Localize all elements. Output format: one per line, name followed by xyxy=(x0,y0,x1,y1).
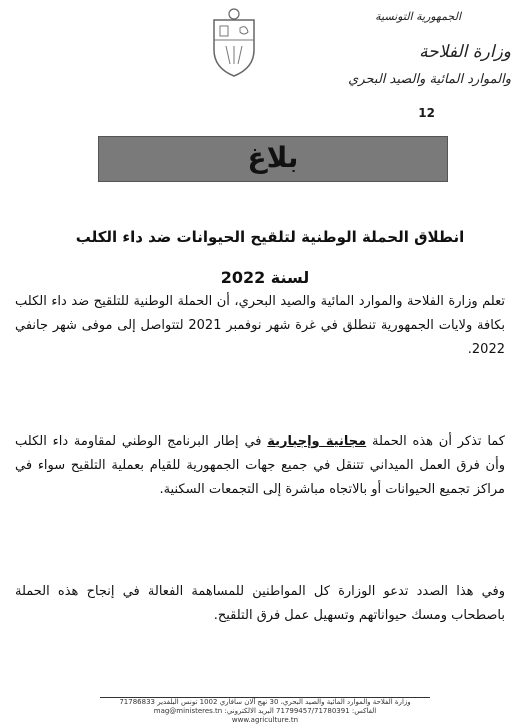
paragraph-2-emphasis: مجانية وإجبارية xyxy=(267,434,367,449)
paragraph-2-prefix: كما تذكر أن هذه الحملة xyxy=(371,434,505,449)
document-title-year: لسنة 2022 xyxy=(220,268,310,287)
banner-label: بلاغ xyxy=(247,141,299,174)
body-paragraph-2 xyxy=(15,430,505,502)
footer-website: www.agriculture.tn xyxy=(231,716,299,724)
communique-banner xyxy=(98,136,448,182)
paragraph-2-rest: في إطار البرنامج الوطني لمقاومة داء الكلب وأن فرق العمل الميداني تتنقل في جميع جهات الجمهورية للقيام بعملية التلقيح سواء في مراكز تجميع الحيوانات أو بالاتجاه مباشرة إلى التجمعات السكنية. xyxy=(15,434,505,497)
ministry-name: وزارة الفلاحة xyxy=(419,42,511,62)
footer-contact xyxy=(100,697,430,725)
body-paragraph-3: وفي هذا الصدد تدعو الوزارة كل المواطنين للمساهمة الفعالة في إنجاح هذه الحملة باصطحاب ومسك حيواناتهم وتسهيل عمل فرق التلقيح. xyxy=(15,584,505,623)
republic-name: الجمهورية التونسية xyxy=(375,10,461,23)
footer-fax-email: الفاكس: 71799457/71780391 البريد الالكتروني: mag@ministeres.tn xyxy=(153,707,377,715)
footer-address: وزارة الفلاحة والموارد المائية والصيد البحري، 30 نهج آلان سافاري 1002 تونس البلفدير 71786833 xyxy=(119,698,411,706)
ministry-department: والموارد المائية والصيد البحري xyxy=(348,72,511,87)
reference-number: 12 xyxy=(418,106,435,120)
tunisia-coat-of-arms-icon xyxy=(206,6,262,82)
body-paragraph-1: تعلم وزارة الفلاحة والموارد المائية والصيد البحري، أن الحملة الوطنية للتلقيح ضد داء الكلب بكافة ولايات الجمهورية تنطلق في غرة شهر نوفمبر 2021 لتتواصل إلى موفى شهر جانفي 2022. xyxy=(15,294,505,357)
document-title: انطلاق الحملة الوطنية لتلقيح الحيوانات ضد داء الكلب xyxy=(75,228,465,246)
